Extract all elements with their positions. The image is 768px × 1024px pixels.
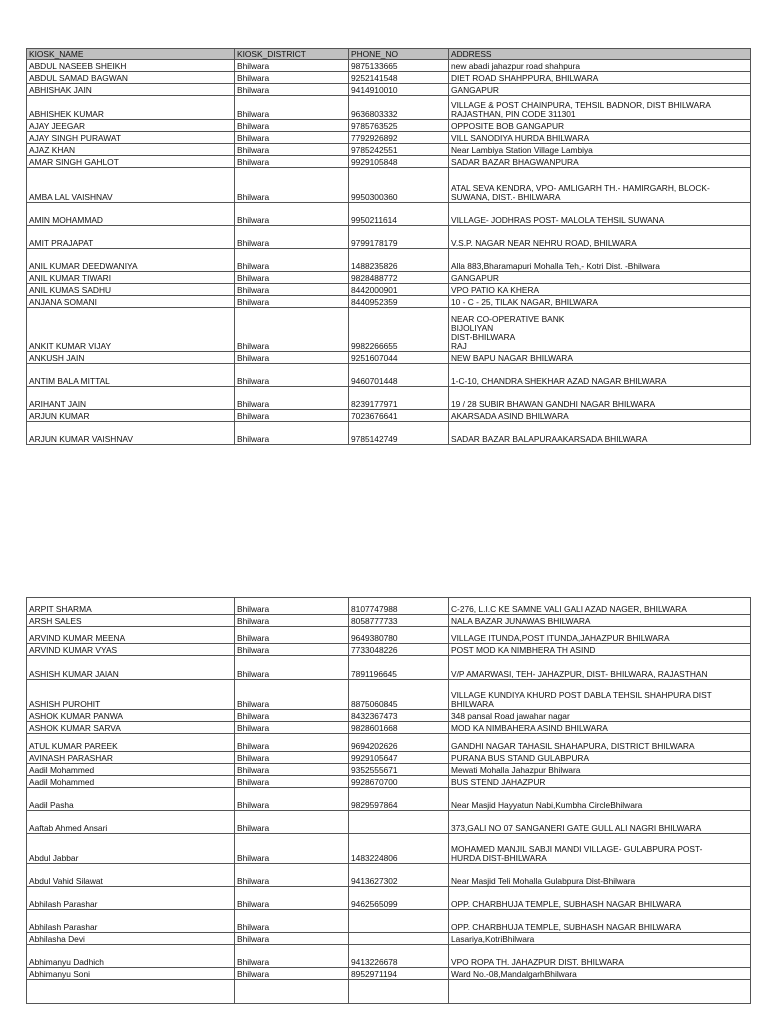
cell-kiosk-district: Bhilwara (235, 598, 349, 615)
cell-kiosk-district: Bhilwara (235, 308, 349, 352)
cell-kiosk-district: Bhilwara (235, 144, 349, 156)
table-row (27, 156, 751, 168)
cell-kiosk-name: ASHISH KUMAR JAIAN (27, 656, 235, 680)
cell-address: AKARSADA ASIND BHILWARA (449, 410, 751, 422)
cell-phone-no: 9413627302 (349, 864, 449, 887)
cell-address: VPO PATIO KA KHERA (449, 284, 751, 296)
cell-address: C-276, L.I.C KE SAMNE VALI GALI AZAD NAGER, BHILWARA (449, 598, 751, 615)
table-row (27, 788, 751, 811)
cell-phone-no: 8875060845 (349, 680, 449, 710)
cell-kiosk-name: ANIL KUMAR TIWARI (27, 272, 235, 284)
cell-address: NALA BAZAR JUNAWAS BHILWARA (449, 615, 751, 627)
cell-kiosk-district: Bhilwara (235, 644, 349, 656)
table-row (27, 834, 751, 864)
table-row (27, 84, 751, 96)
cell-phone-no: 9785763525 (349, 120, 449, 132)
cell-phone-no: 8442000901 (349, 284, 449, 296)
cell-kiosk-name: Abdul Jabbar (27, 834, 235, 864)
cell-kiosk-district: Bhilwara (235, 734, 349, 752)
table-row (27, 249, 751, 272)
cell-kiosk-name: ASHOK KUMAR SARVA (27, 722, 235, 734)
cell-address: DIET ROAD SHAHPPURA, BHILWARA (449, 72, 751, 84)
cell-kiosk-name: AJAY SINGH PURAWAT (27, 132, 235, 144)
cell-kiosk-name: AMIN MOHAMMAD (27, 203, 235, 226)
table-row (27, 598, 751, 615)
cell-kiosk-district: Bhilwara (235, 226, 349, 249)
cell-address: V.S.P. NAGAR NEAR NEHRU ROAD, BHILWARA (449, 226, 751, 249)
cell-kiosk-name: ABHISHEK KUMAR (27, 96, 235, 120)
cell-phone-no: 7891196645 (349, 656, 449, 680)
table-row (27, 410, 751, 422)
table-row (27, 644, 751, 656)
table-row (27, 627, 751, 644)
cell-kiosk-district: Bhilwara (235, 864, 349, 887)
cell-phone-no: 9929105647 (349, 752, 449, 764)
cell-phone-no: 9828488772 (349, 272, 449, 284)
cell-address: VILLAGE KUNDIYA KHURD POST DABLA TEHSIL SHAHPURA DIST BHILWARA (449, 680, 751, 710)
cell-address: Ward No.-08,MandalgarhBhilwara (449, 968, 751, 980)
cell-phone-no: 9928670700 (349, 776, 449, 788)
cell-kiosk-district: Bhilwara (235, 788, 349, 811)
cell-kiosk-district: Bhilwara (235, 352, 349, 364)
cell-kiosk-district: Bhilwara (235, 764, 349, 776)
cell-kiosk-name: Aadil Pasha (27, 788, 235, 811)
cell-address: POST MOD KA NIMBHERA TH ASIND (449, 644, 751, 656)
cell-phone-no: 9251607044 (349, 352, 449, 364)
cell-kiosk-name: ARVIND KUMAR MEENA (27, 627, 235, 644)
cell-address (449, 980, 751, 1004)
table-row (27, 352, 751, 364)
cell-kiosk-name: ARIHANT JAIN (27, 387, 235, 410)
table-row (27, 422, 751, 445)
cell-kiosk-name: ABDUL NASEEB SHEIKH (27, 60, 235, 72)
cell-kiosk-name: ANJANA SOMANI (27, 296, 235, 308)
table-row (27, 226, 751, 249)
cell-kiosk-district: Bhilwara (235, 203, 349, 226)
cell-phone-no: 9636803332 (349, 96, 449, 120)
cell-address: GANDHI NAGAR TAHASIL SHAHAPURA, DISTRICT BHILWARA (449, 734, 751, 752)
cell-kiosk-district: Bhilwara (235, 84, 349, 96)
cell-phone-no: 9694202626 (349, 734, 449, 752)
header-row (27, 49, 751, 60)
cell-phone-no: 9785242551 (349, 144, 449, 156)
table-row (27, 364, 751, 387)
cell-phone-no (349, 933, 449, 945)
cell-kiosk-name: ANKIT KUMAR VIJAY (27, 308, 235, 352)
cell-phone-no: 8432367473 (349, 710, 449, 722)
cell-address: BUS STEND JAHAZPUR (449, 776, 751, 788)
table-row (27, 96, 751, 120)
cell-address: VILLAGE & POST CHAINPURA, TEHSIL BADNOR, DIST BHILWARA RAJASTHAN, PIN CODE 311301 (449, 96, 751, 120)
table-row (27, 132, 751, 144)
cell-kiosk-district: Bhilwara (235, 834, 349, 864)
cell-kiosk-name: Abhilash Parashar (27, 910, 235, 933)
cell-kiosk-district: Bhilwara (235, 156, 349, 168)
cell-kiosk-name: Aaftab Ahmed Ansari (27, 811, 235, 834)
cell-address: PURANA BUS STAND GULABPURA (449, 752, 751, 764)
cell-kiosk-district: Bhilwara (235, 168, 349, 203)
cell-address: VILL SANODIYA HURDA BHILWARA (449, 132, 751, 144)
cell-address: Near Lambiya Station Village Lambiya (449, 144, 751, 156)
cell-phone-no (349, 811, 449, 834)
cell-kiosk-name: Abdul Vahid Silawat (27, 864, 235, 887)
cell-kiosk-district: Bhilwara (235, 627, 349, 644)
table-row (27, 734, 751, 752)
cell-kiosk-district: Bhilwara (235, 722, 349, 734)
cell-kiosk-name: AJAZ KHAN (27, 144, 235, 156)
table-row (27, 656, 751, 680)
cell-address: NEW BAPU NAGAR BHILWARA (449, 352, 751, 364)
cell-kiosk-district: Bhilwara (235, 776, 349, 788)
cell-phone-no: 9950300360 (349, 168, 449, 203)
cell-address: GANGAPUR (449, 84, 751, 96)
cell-address: Near Masjid Teli Mohalla Gulabpura Dist-Bhilwara (449, 864, 751, 887)
table-row (27, 284, 751, 296)
cell-kiosk-district: Bhilwara (235, 272, 349, 284)
cell-kiosk-district: Bhilwara (235, 752, 349, 764)
cell-kiosk-district: Bhilwara (235, 284, 349, 296)
cell-address: 19 / 28 SUBIR BHAWAN GANDHI NAGAR BHILWARA (449, 387, 751, 410)
header-kiosk-district: KIOSK_DISTRICT (235, 49, 349, 60)
table-row (27, 144, 751, 156)
table-row (27, 710, 751, 722)
cell-address: OPPOSITE BOB GANGAPUR (449, 120, 751, 132)
cell-kiosk-name: ASHOK KUMAR PANWA (27, 710, 235, 722)
cell-kiosk-name: ABDUL SAMAD BAGWAN (27, 72, 235, 84)
cell-kiosk-name: ASHISH PUROHIT (27, 680, 235, 710)
cell-phone-no: 8440952359 (349, 296, 449, 308)
cell-address: GANGAPUR (449, 272, 751, 284)
table-top-body (27, 49, 751, 445)
cell-kiosk-name: Abhimanyu Soni (27, 968, 235, 980)
table-row (27, 811, 751, 834)
cell-kiosk-district: Bhilwara (235, 120, 349, 132)
cell-address: 10 - C - 25, TILAK NAGAR, BHILWARA (449, 296, 751, 308)
cell-phone-no: 8107747988 (349, 598, 449, 615)
cell-address: Near Masjid Hayyatun Nabi,Kumbha CircleBhilwara (449, 788, 751, 811)
cell-phone-no (349, 910, 449, 933)
cell-address: VPO ROPA TH. JAHAZPUR DIST. BHILWARA (449, 945, 751, 968)
cell-kiosk-name: AVINASH PARASHAR (27, 752, 235, 764)
table-row (27, 168, 751, 203)
cell-phone-no: 9828601668 (349, 722, 449, 734)
table-row (27, 272, 751, 284)
table-row (27, 72, 751, 84)
cell-kiosk-district: Bhilwara (235, 364, 349, 387)
cell-kiosk-district: Bhilwara (235, 656, 349, 680)
cell-phone-no: 9462565099 (349, 887, 449, 910)
cell-kiosk-district: Bhilwara (235, 680, 349, 710)
cell-address: OPP. CHARBHUJA TEMPLE, SUBHASH NAGAR BHILWARA (449, 910, 751, 933)
cell-address: NEAR CO-OPERATIVE BANK BIJOLIYAN DIST-BHILWARA RAJ (449, 308, 751, 352)
cell-kiosk-name: ABHISHAK JAIN (27, 84, 235, 96)
cell-kiosk-name: Abhimanyu Dadhich (27, 945, 235, 968)
kiosk-table-top (26, 48, 751, 445)
cell-kiosk-district: Bhilwara (235, 887, 349, 910)
cell-address: 1-C-10, CHANDRA SHEKHAR AZAD NAGAR BHILWARA (449, 364, 751, 387)
cell-phone-no: 9799178179 (349, 226, 449, 249)
cell-kiosk-name: ARJUN KUMAR VAISHNAV (27, 422, 235, 445)
cell-kiosk-name: Aadil Mohammed (27, 764, 235, 776)
table-row (27, 60, 751, 72)
cell-kiosk-name: ARJUN KUMAR (27, 410, 235, 422)
cell-kiosk-district: Bhilwara (235, 96, 349, 120)
table-row (27, 752, 751, 764)
table-row (27, 776, 751, 788)
cell-phone-no: 9252141548 (349, 72, 449, 84)
cell-phone-no: 1488235826 (349, 249, 449, 272)
cell-phone-no: 9875133665 (349, 60, 449, 72)
cell-address: 373,GALI NO 07 SANGANERI GATE GULL ALI NAGRI BHILWARA (449, 811, 751, 834)
cell-phone-no: 9352555671 (349, 764, 449, 776)
cell-kiosk-district (235, 980, 349, 1004)
cell-kiosk-name: ANIL KUMAS SADHU (27, 284, 235, 296)
cell-kiosk-district: Bhilwara (235, 968, 349, 980)
cell-address: 348 pansal Road jawahar nagar (449, 710, 751, 722)
cell-kiosk-district: Bhilwara (235, 132, 349, 144)
header-phone-no: PHONE_NO (349, 49, 449, 60)
table-row (27, 203, 751, 226)
cell-kiosk-district: Bhilwara (235, 933, 349, 945)
kiosk-table-bottom (26, 597, 751, 1004)
cell-address: Alla 883,Bharamapuri Mohalla Teh,- Kotri Dist. -Bhilwara (449, 249, 751, 272)
cell-address: MOHAMED MANJIL SABJI MANDI VILLAGE- GULABPURA POST- HURDA DIST-BHILWARA (449, 834, 751, 864)
table-bottom-body (27, 598, 751, 1004)
cell-kiosk-name: ARPIT SHARMA (27, 598, 235, 615)
table-row (27, 933, 751, 945)
cell-phone-no: 8058777733 (349, 615, 449, 627)
table-row (27, 308, 751, 352)
cell-address: VILLAGE ITUNDA,POST ITUNDA,JAHAZPUR BHILWARA (449, 627, 751, 644)
cell-kiosk-district: Bhilwara (235, 710, 349, 722)
table-row (27, 296, 751, 308)
cell-kiosk-district: Bhilwara (235, 387, 349, 410)
cell-phone-no: 7792926892 (349, 132, 449, 144)
cell-kiosk-district: Bhilwara (235, 910, 349, 933)
table-row (27, 764, 751, 776)
cell-kiosk-name: ARVIND KUMAR VYAS (27, 644, 235, 656)
table-row (27, 887, 751, 910)
cell-phone-no: 1483224806 (349, 834, 449, 864)
cell-phone-no: 9929105848 (349, 156, 449, 168)
cell-address: Mewati Mohalla Jahazpur Bhilwara (449, 764, 751, 776)
cell-kiosk-name: AMIT PRAJAPAT (27, 226, 235, 249)
cell-address: Lasariya,KotriBhilwara (449, 933, 751, 945)
cell-address: SADAR BAZAR BALAPURAAKARSADA BHILWARA (449, 422, 751, 445)
table-row (27, 680, 751, 710)
cell-address: ATAL SEVA KENDRA, VPO- AMLIGARH TH.- HAMIRGARH, BLOCK- SUWANA, DIST.- BHILWARA (449, 168, 751, 203)
cell-address: V/P AMARWASI, TEH- JAHAZPUR, DIST- BHILWARA, RAJASTHAN (449, 656, 751, 680)
header-kiosk-name: KIOSK_NAME (27, 49, 235, 60)
cell-kiosk-name: Aadil Mohammed (27, 776, 235, 788)
cell-kiosk-district: Bhilwara (235, 296, 349, 308)
cell-phone-no: 8239177971 (349, 387, 449, 410)
cell-phone-no: 7023676641 (349, 410, 449, 422)
cell-kiosk-district: Bhilwara (235, 615, 349, 627)
cell-phone-no: 9460701448 (349, 364, 449, 387)
table-row (27, 120, 751, 132)
table-row (27, 615, 751, 627)
cell-address: SADAR BAZAR BHAGWANPURA (449, 156, 751, 168)
cell-kiosk-name: AMBA LAL VAISHNAV (27, 168, 235, 203)
cell-kiosk-district: Bhilwara (235, 422, 349, 445)
table-row (27, 722, 751, 734)
cell-phone-no: 9649380780 (349, 627, 449, 644)
cell-kiosk-district: Bhilwara (235, 60, 349, 72)
cell-phone-no: 9829597864 (349, 788, 449, 811)
table-row (27, 387, 751, 410)
cell-phone-no: 8952971194 (349, 968, 449, 980)
table-row (27, 968, 751, 980)
table-row (27, 910, 751, 933)
cell-address: VILLAGE- JODHRAS POST- MALOLA TEHSIL SUWANA (449, 203, 751, 226)
cell-kiosk-district: Bhilwara (235, 410, 349, 422)
cell-kiosk-name: ANTIM BALA MITTAL (27, 364, 235, 387)
cell-phone-no: 9785142749 (349, 422, 449, 445)
cell-kiosk-name: AJAY JEEGAR (27, 120, 235, 132)
cell-phone-no: 9414910010 (349, 84, 449, 96)
cell-address: OPP. CHARBHUJA TEMPLE, SUBHASH NAGAR BHILWARA (449, 887, 751, 910)
cell-kiosk-district: Bhilwara (235, 945, 349, 968)
table-row (27, 864, 751, 887)
cell-kiosk-district: Bhilwara (235, 72, 349, 84)
cell-kiosk-name: ATUL KUMAR PAREEK (27, 734, 235, 752)
cell-kiosk-name: Abhilasha Devi (27, 933, 235, 945)
cell-kiosk-name: ANIL KUMAR DEEDWANIYA (27, 249, 235, 272)
cell-phone-no: 9982266655 (349, 308, 449, 352)
table-row (27, 945, 751, 968)
table-row (27, 980, 751, 1004)
cell-kiosk-name: ANKUSH JAIN (27, 352, 235, 364)
cell-kiosk-name (27, 980, 235, 1004)
cell-phone-no: 7733048226 (349, 644, 449, 656)
cell-kiosk-name: AMAR SINGH GAHLOT (27, 156, 235, 168)
cell-kiosk-name: ARSH SALES (27, 615, 235, 627)
cell-phone-no: 9413226678 (349, 945, 449, 968)
cell-address: MOD KA NIMBAHERA ASIND BHILWARA (449, 722, 751, 734)
cell-kiosk-district: Bhilwara (235, 811, 349, 834)
cell-phone-no (349, 980, 449, 1004)
header-address: ADDRESS (449, 49, 751, 60)
cell-phone-no: 9950211614 (349, 203, 449, 226)
cell-kiosk-district: Bhilwara (235, 249, 349, 272)
cell-kiosk-name: Abhilash Parashar (27, 887, 235, 910)
cell-address: new abadi jahazpur road shahpura (449, 60, 751, 72)
